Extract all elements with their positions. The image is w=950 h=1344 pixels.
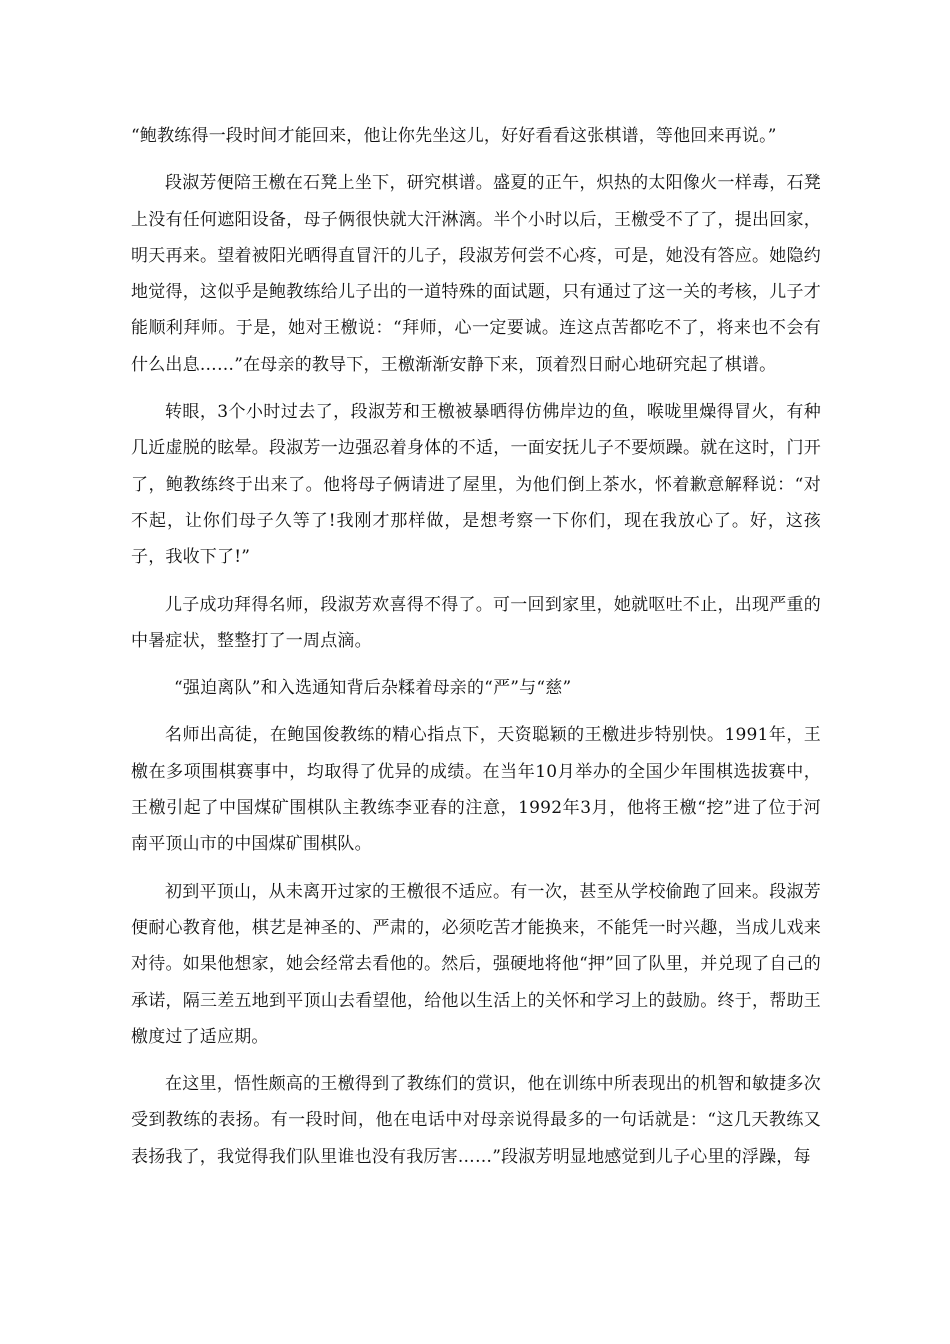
article-body [131,118,821,1186]
paragraph-heatstroke: 儿子成功拜得名师，段淑芳欢喜得不得了。可一回到家里，她就呕吐不止，出现严重的中暑症状，整整打了一周点滴。 [131,594,821,651]
paragraph-praise: 在这里，悟性颇高的王檄得到了教练们的赏识，他在训练中所表现出的机智和敏捷多次受到教练的表扬。有一段时间，他在电话中对母亲说得最多的一句话就是：“这几天教练又表扬我了，我觉得我们队里谁也没有我厉害……”段淑芳明显地感觉到儿子心里的浮躁，每 [131,1074,821,1167]
paragraph-three-hours: 转眼，3个小时过去了，段淑芳和王檄被暴晒得仿佛岸边的鱼，喉咙里燥得冒火，有种几近虚脱的眩晕。段淑芳一边强忍着身体的不适，一面安抚儿子不要烦躁。就在这时，门开了，鲍教练终于出来了。他将母子俩请进了屋里，为他们倒上茶水，怀着歉意解释说：“对不起，让你们母子久等了!我刚才那样做，是想考察一下你们，现在我放心了。好，这孩子，我收下了!” [131,402,821,568]
paragraph-pingdingshan: 初到平顶山，从未离开过家的王檄很不适应。有一次，甚至从学校偷跑了回来。段淑芳便耐心教育他，棋艺是神圣的、严肃的，必须吃苦才能换来，不能凭一时兴趣，当成儿戏来对待。如果他想家，她会经常去看他的。然后，强硬地将他“押”回了队里，并兑现了自己的承诺，隔三差五地到平顶山去看望他，给他以生活上的关怀和学习上的鼓励。终于，帮助王檄度过了适应期。 [131,881,821,1047]
paragraph-stone-bench: 段淑芳便陪王檄在石凳上坐下，研究棋谱。盛夏的正午，炽热的太阳像火一样毒，石凳上没有任何遮阳设备，母子俩很快就大汗淋漓。半个小时以后，王檄受不了了，提出回家，明天再来。望着被阳光晒得直冒汗的儿子，段淑芳何尝不心疼，可是，她没有答应。她隐约地觉得，这似乎是鲍教练给儿子出的一道特殊的面试题，只有通过了这一关的考核，儿子才能顺利拜师。于是，她对王檄说：“拜师，心一定要诚。连这点苦都吃不了，将来也不会有什么出息……”在母亲的教导下，王檄渐渐安静下来，顶着烈日耐心地研究起了棋谱。 [131,173,821,375]
paragraph-famous-teacher: 名师出高徒，在鲍国俊教练的精心指点下，天资聪颖的王檄进步特别快。1991年，王檄在多项围棋赛事中，均取得了优异的成绩。在当年10月举办的全国少年围棋选拔赛中，王檄引起了中国煤矿围棋队主教练李亚春的注意，1992年3月，他将王檄“挖”进了位于河南平顶山市的中国煤矿围棋队。 [131,725,821,855]
section-heading: “强迫离队”和入选通知背后杂糅着母亲的“严”与“慈” [174,678,572,699]
paragraph-quote-coach: “鲍教练得一段时间才能回来，他让你先坐这儿，好好看看这张棋谱，等他回来再说。” [131,126,777,146]
